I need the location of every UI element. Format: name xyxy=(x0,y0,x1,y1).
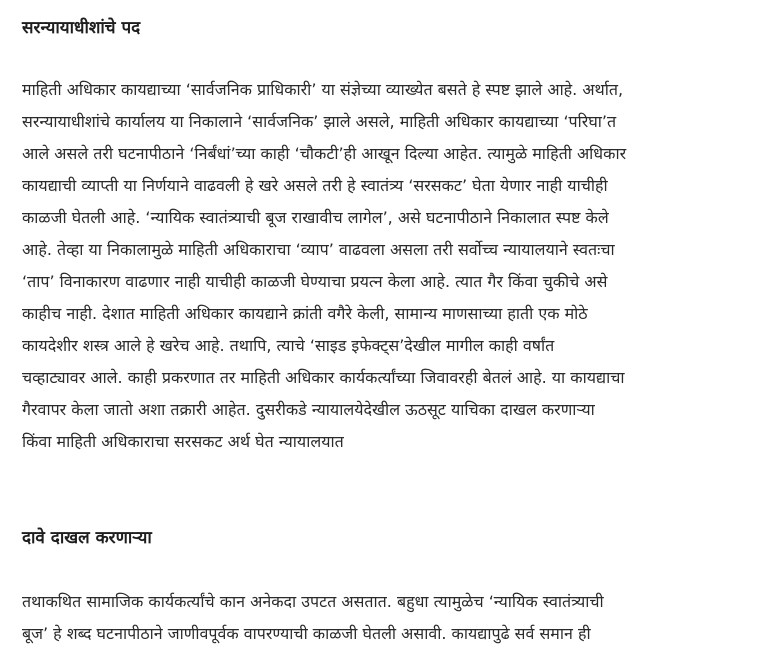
paragraph-2 xyxy=(22,586,746,650)
paragraph-line: आले असले तरी घटनापीठाने ‘निर्बंधां’च्या काही ‘चौकटी’ही आखून दिल्या आहेत. त्यामुळे माहिती अधिकार xyxy=(22,144,627,163)
section-heading-chief-justice-post: सरन्यायाधीशांचे पद xyxy=(22,18,141,38)
paragraph-line: काहीच नाही. देशात माहिती अधिकार कायद्याने क्रांती वगैरे केली, सामान्य माणसाच्या हाती एक मोठे xyxy=(22,304,588,323)
paragraph-line: ‘ताप’ विनाकारण वाढणार नाही याचीही काळजी घेण्याचा प्रयत्न केला आहे. त्यात गैर किंवा चुकीचे असे xyxy=(22,272,608,291)
paragraph-line: काळजी घेतली आहे. ‘न्यायिक स्वातंत्र्याची बूज राखावीच लागेल’, असे घटनापीठाने निकालात स्पष्ट केले xyxy=(22,208,609,227)
section-heading-petitioners: दावे दाखल करणाऱ्या xyxy=(22,528,152,548)
paragraph-line: कायद्याची व्याप्ती या निर्णयाने वाढवली हे खरे असले तरी हे स्वातंत्र्य ‘सरसकट’ घेता येणार नाही याचीही xyxy=(22,176,608,195)
paragraph-line: तथाकथित सामाजिक कार्यकर्त्यांचे कान अनेकदा उपटत असतात. बहुधा त्यामुळेच ‘न्यायिक स्वातंत्र्याची xyxy=(22,592,604,611)
paragraph-line: चव्हाट्यावर आले. काही प्रकरणात तर माहिती अधिकार कार्यकर्त्यांच्या जिवावरही बेतलं आहे. या कायद्याचा xyxy=(22,368,625,387)
paragraph-line: माहिती अधिकार कायद्याच्या ‘सार्वजनिक प्राधिकारी’ या संज्ञेच्या व्याख्येत बसते हे स्पष्ट झाले आहे. अर्थात, xyxy=(22,80,624,99)
paragraph-line: किंवा माहिती अधिकाराचा सरसकट अर्थ घेत न्यायालयात xyxy=(22,432,344,451)
paragraph-line: आहे. तेव्हा या निकालामुळे माहिती अधिकाराचा ‘व्याप’ वाढवला असला तरी सर्वोच्च न्यायालयाने स्वतःचा xyxy=(22,240,615,259)
paragraph-1 xyxy=(22,74,746,458)
paragraph-line: सरन्यायाधीशांचे कार्यालय या निकालाने ‘सार्वजनिक’ झाले असले, माहिती अधिकार कायद्याच्या ‘परिघा’त xyxy=(22,112,617,131)
paragraph-line: गैरवापर केला जातो अशा तक्रारी आहेत. दुसरीकडे न्यायालयेदेखील ऊठसूट याचिका दाखल करणाऱ्या xyxy=(22,400,595,419)
paragraph-line: कायदेशीर शस्त्र आले हे खरेच आहे. तथापि, त्याचे ‘साइड इफेक्ट्स’देखील मागील काही वर्षांत xyxy=(22,336,555,355)
paragraph-line: बूज’ हे शब्द घटनापीठाने जाणीवपूर्वक वापरण्याची काळजी घेतली असावी. कायद्यापुढे सर्व समान ही xyxy=(22,624,591,643)
